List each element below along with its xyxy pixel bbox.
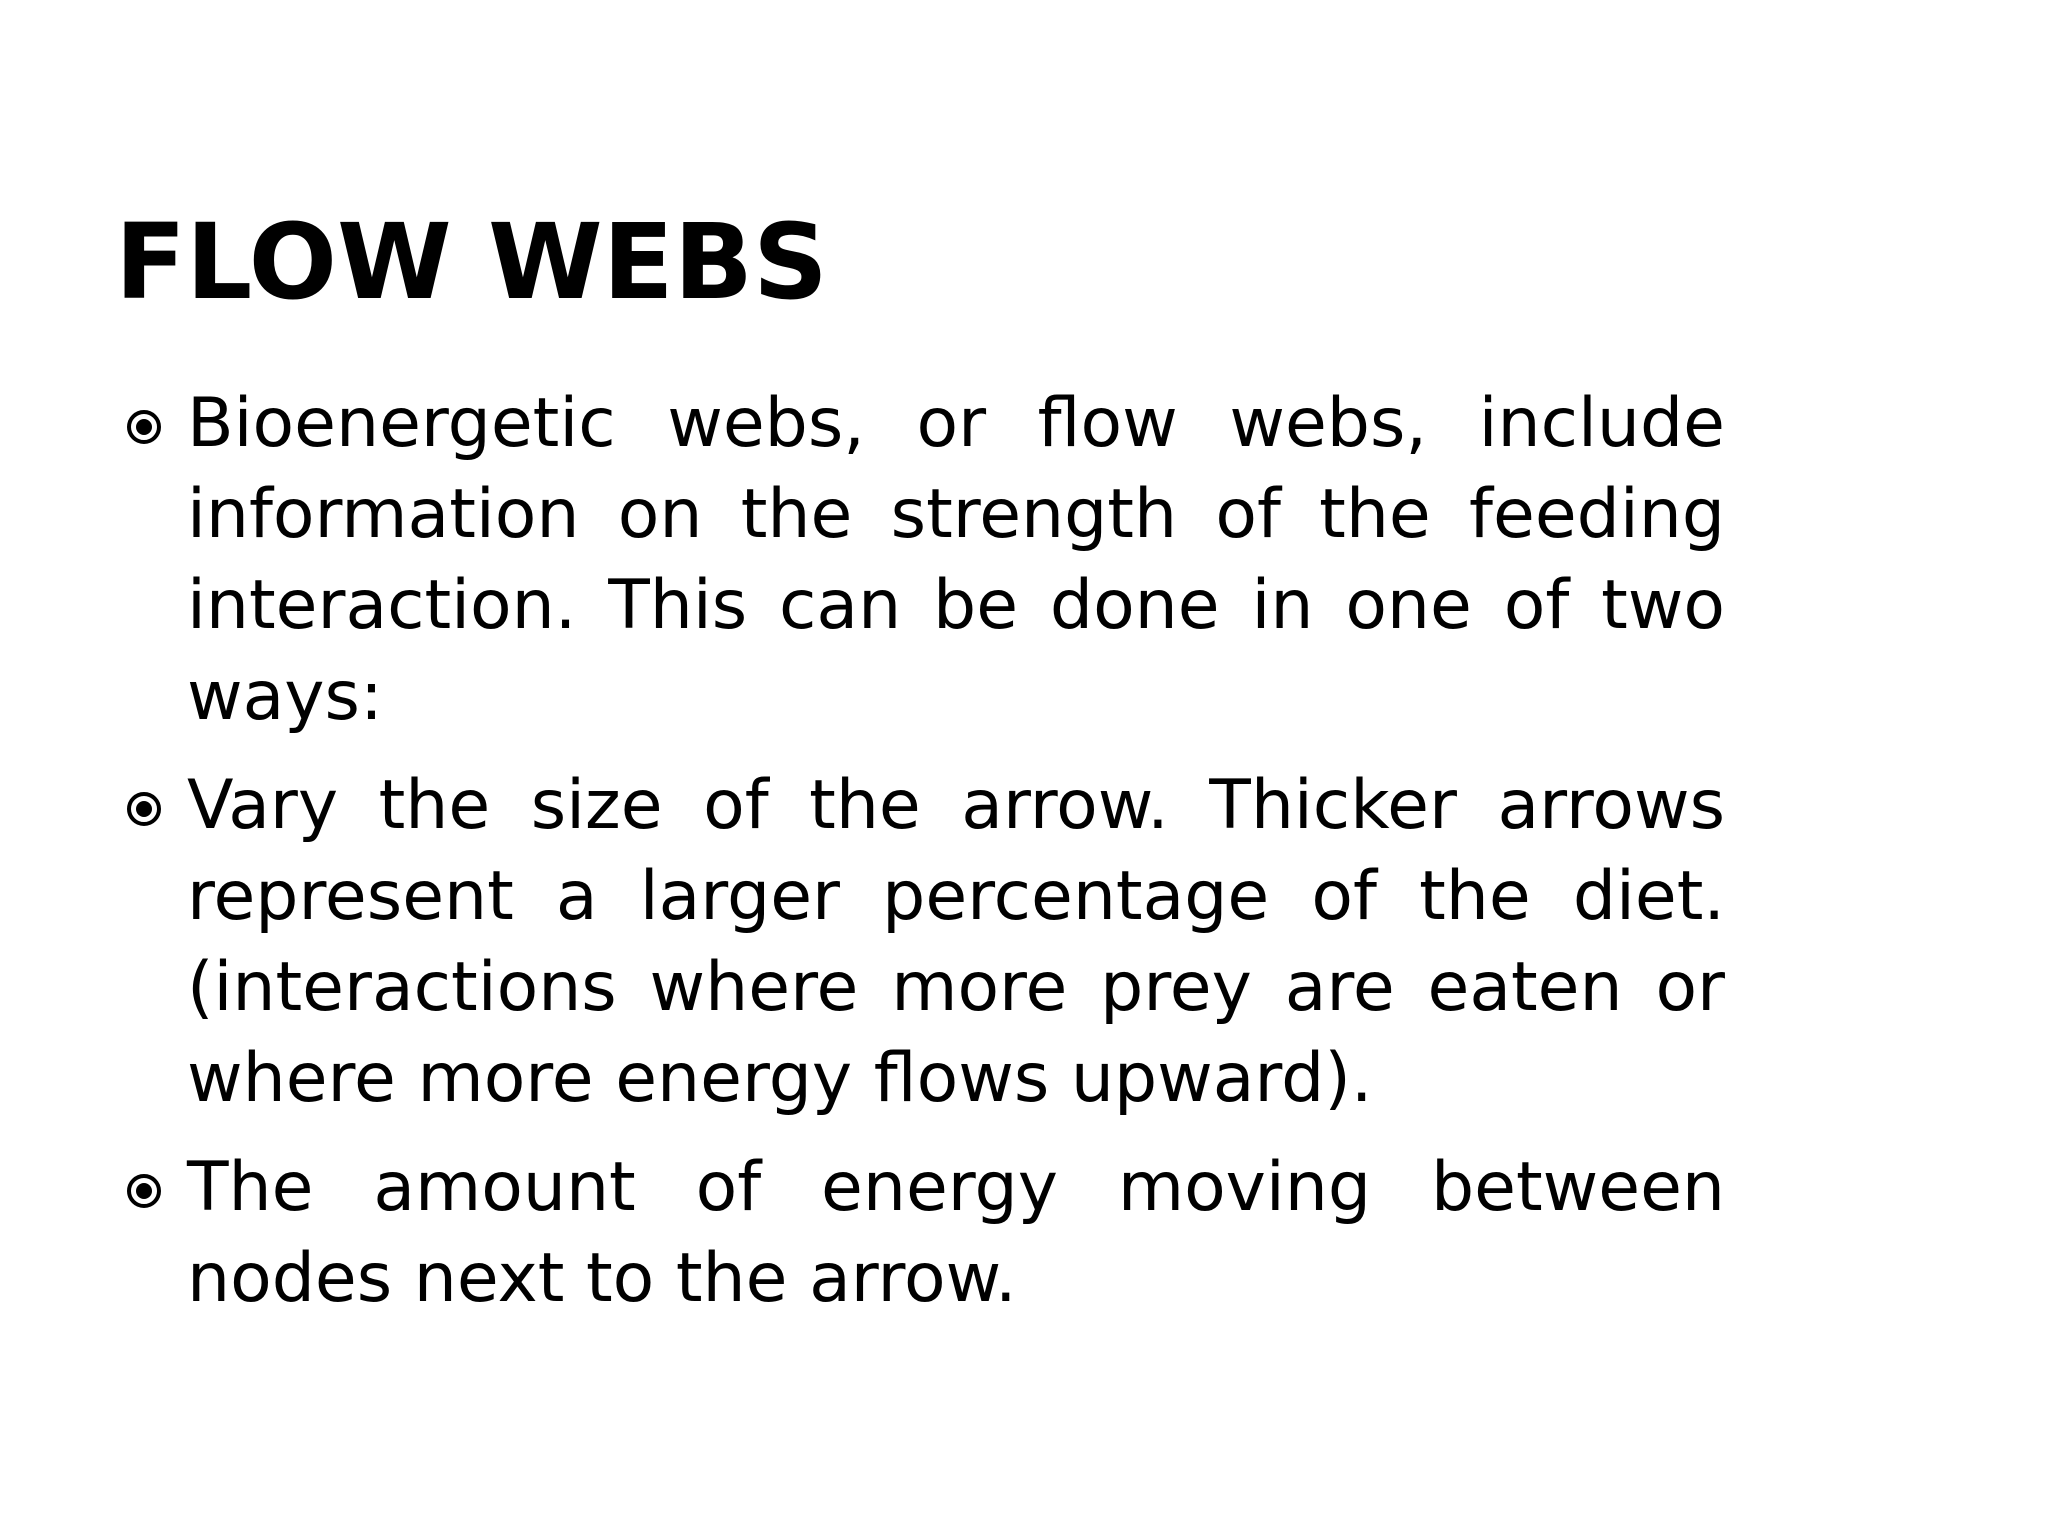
radio-bullet-icon: [125, 408, 163, 446]
bullet-item: [125, 760, 1725, 1124]
bullet-list: [125, 378, 1725, 1342]
radio-bullet-icon: [125, 1172, 163, 1210]
bullet-text: The amount of energy moving between nodes next to the arrow.: [187, 1148, 1725, 1318]
bullet-item: [125, 1142, 1725, 1324]
bullet-text: Bioenergetic webs, or flow webs, include information on the strength of the feeding interaction. This can be done in one of two ways:: [187, 384, 1725, 736]
bullet-item: [125, 378, 1725, 742]
slide-title: FLOW WEBS: [115, 201, 828, 323]
bullet-text: Vary the size of the arrow. Thicker arrows represent a larger percentage of the diet. (interactions where more prey are eaten or where more energy flows upward).: [187, 766, 1725, 1118]
radio-bullet-icon: [125, 790, 163, 828]
